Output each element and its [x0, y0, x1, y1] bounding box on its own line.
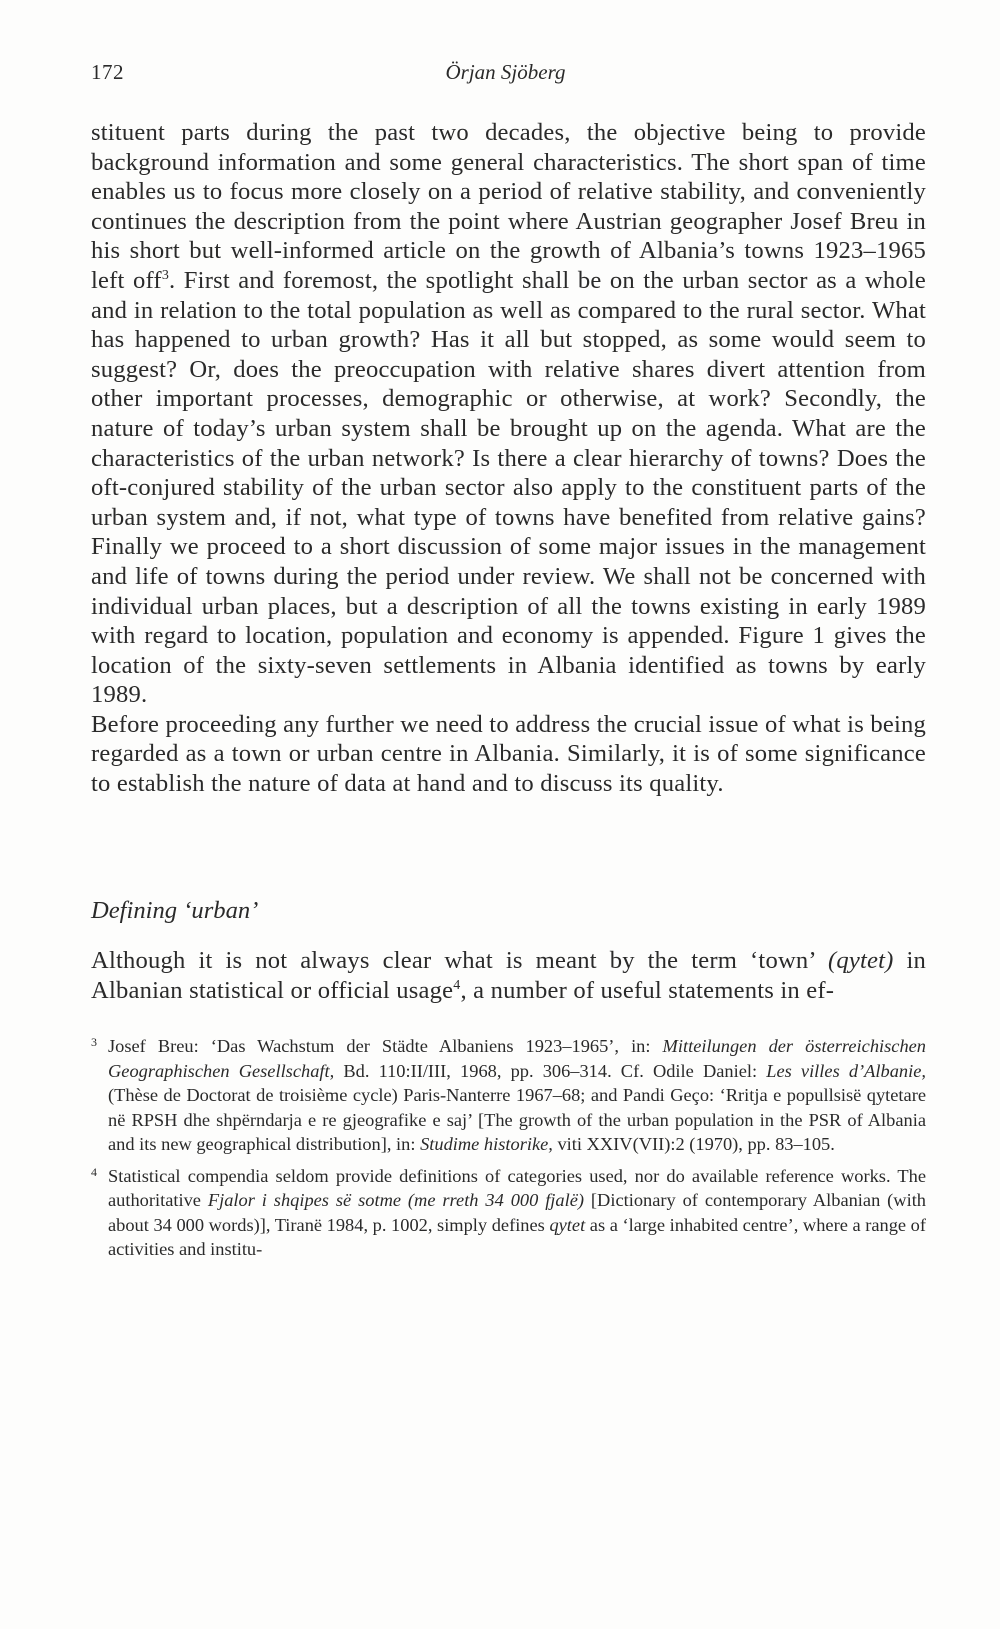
footnote-number: 3	[91, 1035, 97, 1049]
section-paragraph	[91, 946, 926, 1005]
body-paragraph: Before proceeding any further we need to address the crucial issue of what is being regarded as a town or urban centre in Albania. Similarly, it is of some significance to establish the nature of data at hand and to discuss its quality.	[91, 710, 926, 798]
paragraph-text: stituent parts during the past two decades, the objective being to provide background information and some general characteristics. The short span of time enables us to focus more closely on a period of relative stability, and conveniently continues the description from the point where Austrian geographer Josef Breu in his short but well-informed article on the growth of Albania’s towns 1923–1965 left off	[91, 119, 926, 294]
footnote	[91, 1164, 926, 1262]
italic-term: (qytet)	[827, 947, 894, 974]
running-author: Örjan Sjöberg	[445, 60, 566, 84]
section-heading: Defining ‘urban’	[91, 897, 259, 924]
footnote-segment: Josef Breu: ‘Das Wachstum der Städte Albaniens 1923–1965’, in:	[108, 1036, 663, 1056]
footnote-segment: [Dictionary of contemporary Albanian (with about 34 000 words)], Tiranë 1984, p. 1002, simply defines	[108, 1190, 926, 1235]
main-body	[91, 118, 926, 799]
footnotes	[91, 1034, 926, 1269]
footnote-ref[interactable]: 4	[453, 977, 461, 993]
footnote-segment: Statistical compendia seldom provide definitions of categories used, nor do available reference works. The authoritative	[108, 1165, 926, 1210]
footnote	[91, 1034, 926, 1157]
paragraph-text: in Albanian statistical or official usage	[91, 947, 926, 1004]
paragraph-text: . First and foremost, the spotlight shall be on the urban sector as a whole and in relation to the total population as well as compared to the rural sector. What has happened to urban growth? Has it all but stopped, as some would seem to suggest? Or, does the preoccupation with relative shares divert attention from other important processes, demographic or otherwise, at work? Secondly, the nature of today’s urban system shall be brought up on the agenda. What are the characteristics of the urban network? Is there a clear hierarchy of towns? Does the oft-conjured stability of the urban sector also apply to the constituent parts of the urban system and, if not, what type of towns have benefited from relative gains? Finally we proceed to a short discussion of some major issues in the management and life of towns during the period under review. We shall not be concerned with individual urban places, but a description of all the towns existing in early 1989 with regard to location, population and economy is appended. Figure 1 gives the location of the sixty-seven settlements in Albania identified as towns by early 1989.	[91, 266, 926, 709]
page-number: 172	[91, 60, 124, 84]
footnote-ref[interactable]: 3	[161, 267, 170, 283]
footnote-italic: Mitteilungen der österreichischen Geographischen Gesellschaft,	[108, 1036, 926, 1081]
footnote-italic: Studime historike,	[420, 1134, 553, 1154]
footnote-italic: Fjalor i shqipes së sotme (me rreth 34 000 fjalë)	[207, 1190, 585, 1210]
footnote-segment: viti XXIV(VII):2 (1970), pp. 83–105.	[552, 1134, 835, 1154]
footnote-segment: (Thèse de Doctorat de troisième cycle) Paris-Nanterre 1967–68; and Pandi Geço: ‘Rritja e popullsisë qytetare në RPSH dhe shpërndarja e re gjeografike e saj’ [The growth of the urban population in the PSR of Albania and its new geographical distribution], in:	[108, 1085, 926, 1154]
footnote-text	[108, 1036, 926, 1154]
footnote-text	[108, 1166, 926, 1260]
running-head	[91, 60, 920, 90]
footnote-number: 4	[91, 1164, 97, 1179]
footnote-segment: Bd. 110:II/III, 1968, pp. 306–314. Cf. Odile Daniel:	[334, 1060, 767, 1081]
footnote-italic: qytet	[549, 1214, 586, 1235]
paragraph-text: Although it is not always clear what is meant by the term ‘town’	[91, 947, 828, 974]
body-paragraph	[91, 118, 926, 710]
paragraph-text: , a number of useful statements in ef-	[460, 976, 835, 1004]
footnote-italic: Les villes d’Albanie,	[766, 1060, 926, 1081]
footnote-segment: as a ‘large inhabited centre’, where a range of activities and institu-	[108, 1214, 926, 1259]
